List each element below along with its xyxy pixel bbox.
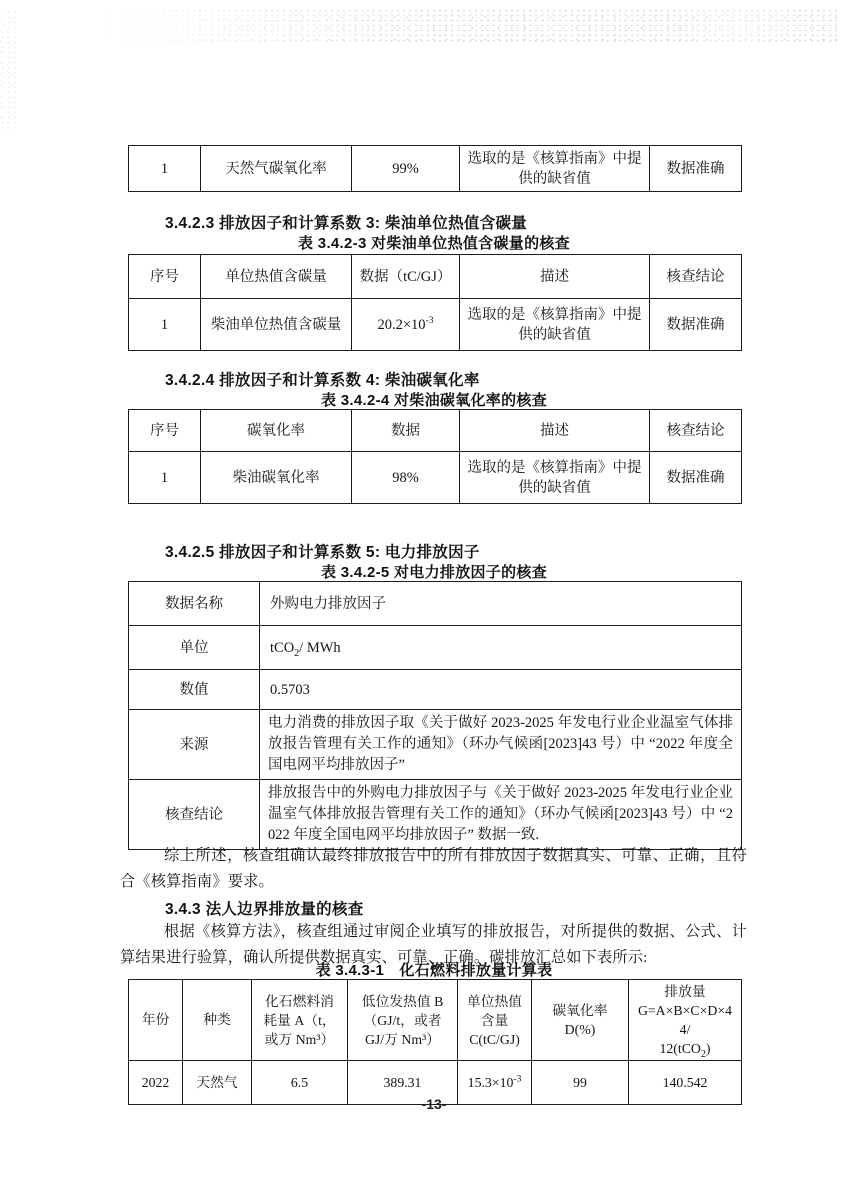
cell-heat-value: 389.31	[348, 1061, 458, 1105]
header-desc: 描述	[460, 255, 650, 299]
cell-label: 数值	[129, 670, 260, 710]
cell-year: 2022	[129, 1061, 183, 1105]
cell-value: tCO$_2$/ MWh	[260, 626, 742, 670]
scanner-noise-band	[95, 8, 840, 42]
cell-name: 柴油单位热值含碳量	[201, 299, 352, 351]
scanner-noise-edge	[0, 10, 16, 130]
header-oxidation-rate: 碳氧化率 D(%)	[532, 980, 629, 1061]
header-year: 年份	[129, 980, 183, 1061]
table-diesel-carbon-content	[128, 254, 742, 351]
cell-seq: 1	[129, 452, 201, 504]
cell-value: $20.2\times 10^{-3}$	[352, 299, 460, 351]
method-paragraph: 根据《核算方法》，核查组通过审阅企业填写的排放报告，对所提供的数据、公式、计算结果进行验算，确认所提供数据真实、可靠、正确。碳排放汇总如下表所示:	[120, 923, 747, 966]
header-emission: 排放量 G=A×B×C×D×44/ 12(tCO$_2$)	[629, 980, 742, 1061]
cell-value: 0.5703	[260, 670, 742, 710]
section-heading-3-4-3: 3.4.3 法人边界排放量的核查	[165, 901, 364, 918]
header-desc: 描述	[460, 410, 650, 452]
table-electricity-emission-factor	[128, 581, 742, 850]
table-row	[129, 670, 742, 710]
cell-conclusion: 数据准确	[650, 299, 742, 351]
header-consumption: 化石燃料消 耗量 A（t， 或万 Nm³）	[252, 980, 348, 1061]
header-conclusion: 核查结论	[650, 255, 742, 299]
cell-value: 排放报告中的外购电力排放因子与《关于做好 2023-2025 年发电行业企业温室气体排放报告管理有关工作的通知》（环办气候函[2023]43 号）中 “2022 年度全国电网平均排放因子” 数据一致.	[260, 780, 742, 850]
table-header-row	[129, 980, 742, 1061]
table-diesel-oxidation-rate	[128, 409, 742, 504]
table-row	[129, 452, 742, 504]
cell-value: 电力消费的排放因子取《关于做好 2023-2025 年发电行业企业温室气体排放报告管理有关工作的通知》（环办气候函[2023]43 号）中 “2022 年度全国电网平均排放因子”	[260, 710, 742, 780]
cell-name: 柴油碳氧化率	[201, 452, 352, 504]
cell-label: 数据名称	[129, 582, 260, 626]
cell-seq: 1	[129, 299, 201, 351]
summary-paragraph: 综上所述，核查组确认最终排放报告中的所有排放因子数据真实、可靠、正确，且符合《核算指南》要求。	[120, 847, 747, 890]
table-row	[129, 780, 742, 850]
cell-value: 外购电力排放因子	[260, 582, 742, 626]
cell-oxidation-rate: 99	[532, 1061, 629, 1105]
section-heading-3-4-2-4: 3.4.2.4 排放因子和计算系数 4: 柴油碳氧化率	[165, 372, 480, 389]
header-data: 数据（tC/GJ）	[352, 255, 460, 299]
section-heading-3-4-2-3: 3.4.2.3 排放因子和计算系数 3: 柴油单位热值含碳量	[165, 215, 528, 232]
header-conclusion: 核查结论	[650, 410, 742, 452]
table-row	[129, 582, 742, 626]
table-header-row	[129, 410, 742, 452]
header-type: 种类	[183, 980, 252, 1061]
table-row	[129, 146, 742, 192]
cell-conclusion: 数据准确	[650, 146, 742, 192]
header-seq: 序号	[129, 410, 201, 452]
cell-conclusion: 数据准确	[650, 452, 742, 504]
header-seq: 序号	[129, 255, 201, 299]
cell-type: 天然气	[183, 1061, 252, 1105]
cell-name: 天然气碳氧化率	[201, 146, 352, 192]
table-row	[129, 626, 742, 670]
cell-emission: 140.542	[629, 1061, 742, 1105]
cell-label: 单位	[129, 626, 260, 670]
cell-desc: 选取的是《核算指南》中提供的缺省值	[460, 299, 650, 351]
table-natural-gas-oxidation-continuation	[128, 145, 742, 192]
cell-label: 来源	[129, 710, 260, 780]
table-header-row	[129, 255, 742, 299]
table-caption-3-4-2-4: 表 3.4.2-4 对柴油碳氧化率的核查	[320, 392, 548, 409]
header-carbon-content: 单位热值 含量 C(tC/GJ)	[458, 980, 532, 1061]
page-number: -13-	[421, 1096, 447, 1112]
section-heading-3-4-2-5: 3.4.2.5 排放因子和计算系数 5: 电力排放因子	[165, 544, 480, 561]
table-fossil-fuel-emissions	[128, 979, 742, 1105]
cell-value: 99%	[352, 146, 460, 192]
header-heat-value: 低位发热值 B （GJ/t，或者 GJ/万 Nm³）	[348, 980, 458, 1061]
header-name: 单位热值含碳量	[201, 255, 352, 299]
table-caption-3-4-2-3: 表 3.4.2-3 对柴油单位热值含碳量的核查	[298, 235, 570, 252]
cell-desc: 选取的是《核算指南》中提供的缺省值	[460, 452, 650, 504]
cell-desc: 选取的是《核算指南》中提供的缺省值	[460, 146, 650, 192]
table-caption-3-4-2-5: 表 3.4.2-5 对电力排放因子的核查	[320, 564, 548, 581]
header-name: 碳氧化率	[201, 410, 352, 452]
cell-seq: 1	[129, 146, 201, 192]
cell-consumption: 6.5	[252, 1061, 348, 1105]
cell-value: 98%	[352, 452, 460, 504]
table-row	[129, 710, 742, 780]
cell-label: 核查结论	[129, 780, 260, 850]
cell-carbon-content: $15.3\times 10^{-3}$	[458, 1061, 532, 1105]
header-data: 数据	[352, 410, 460, 452]
table-row	[129, 299, 742, 351]
table-caption-3-4-3-1: 表 3.4.3-1 化石燃料排放量计算表	[315, 962, 553, 979]
